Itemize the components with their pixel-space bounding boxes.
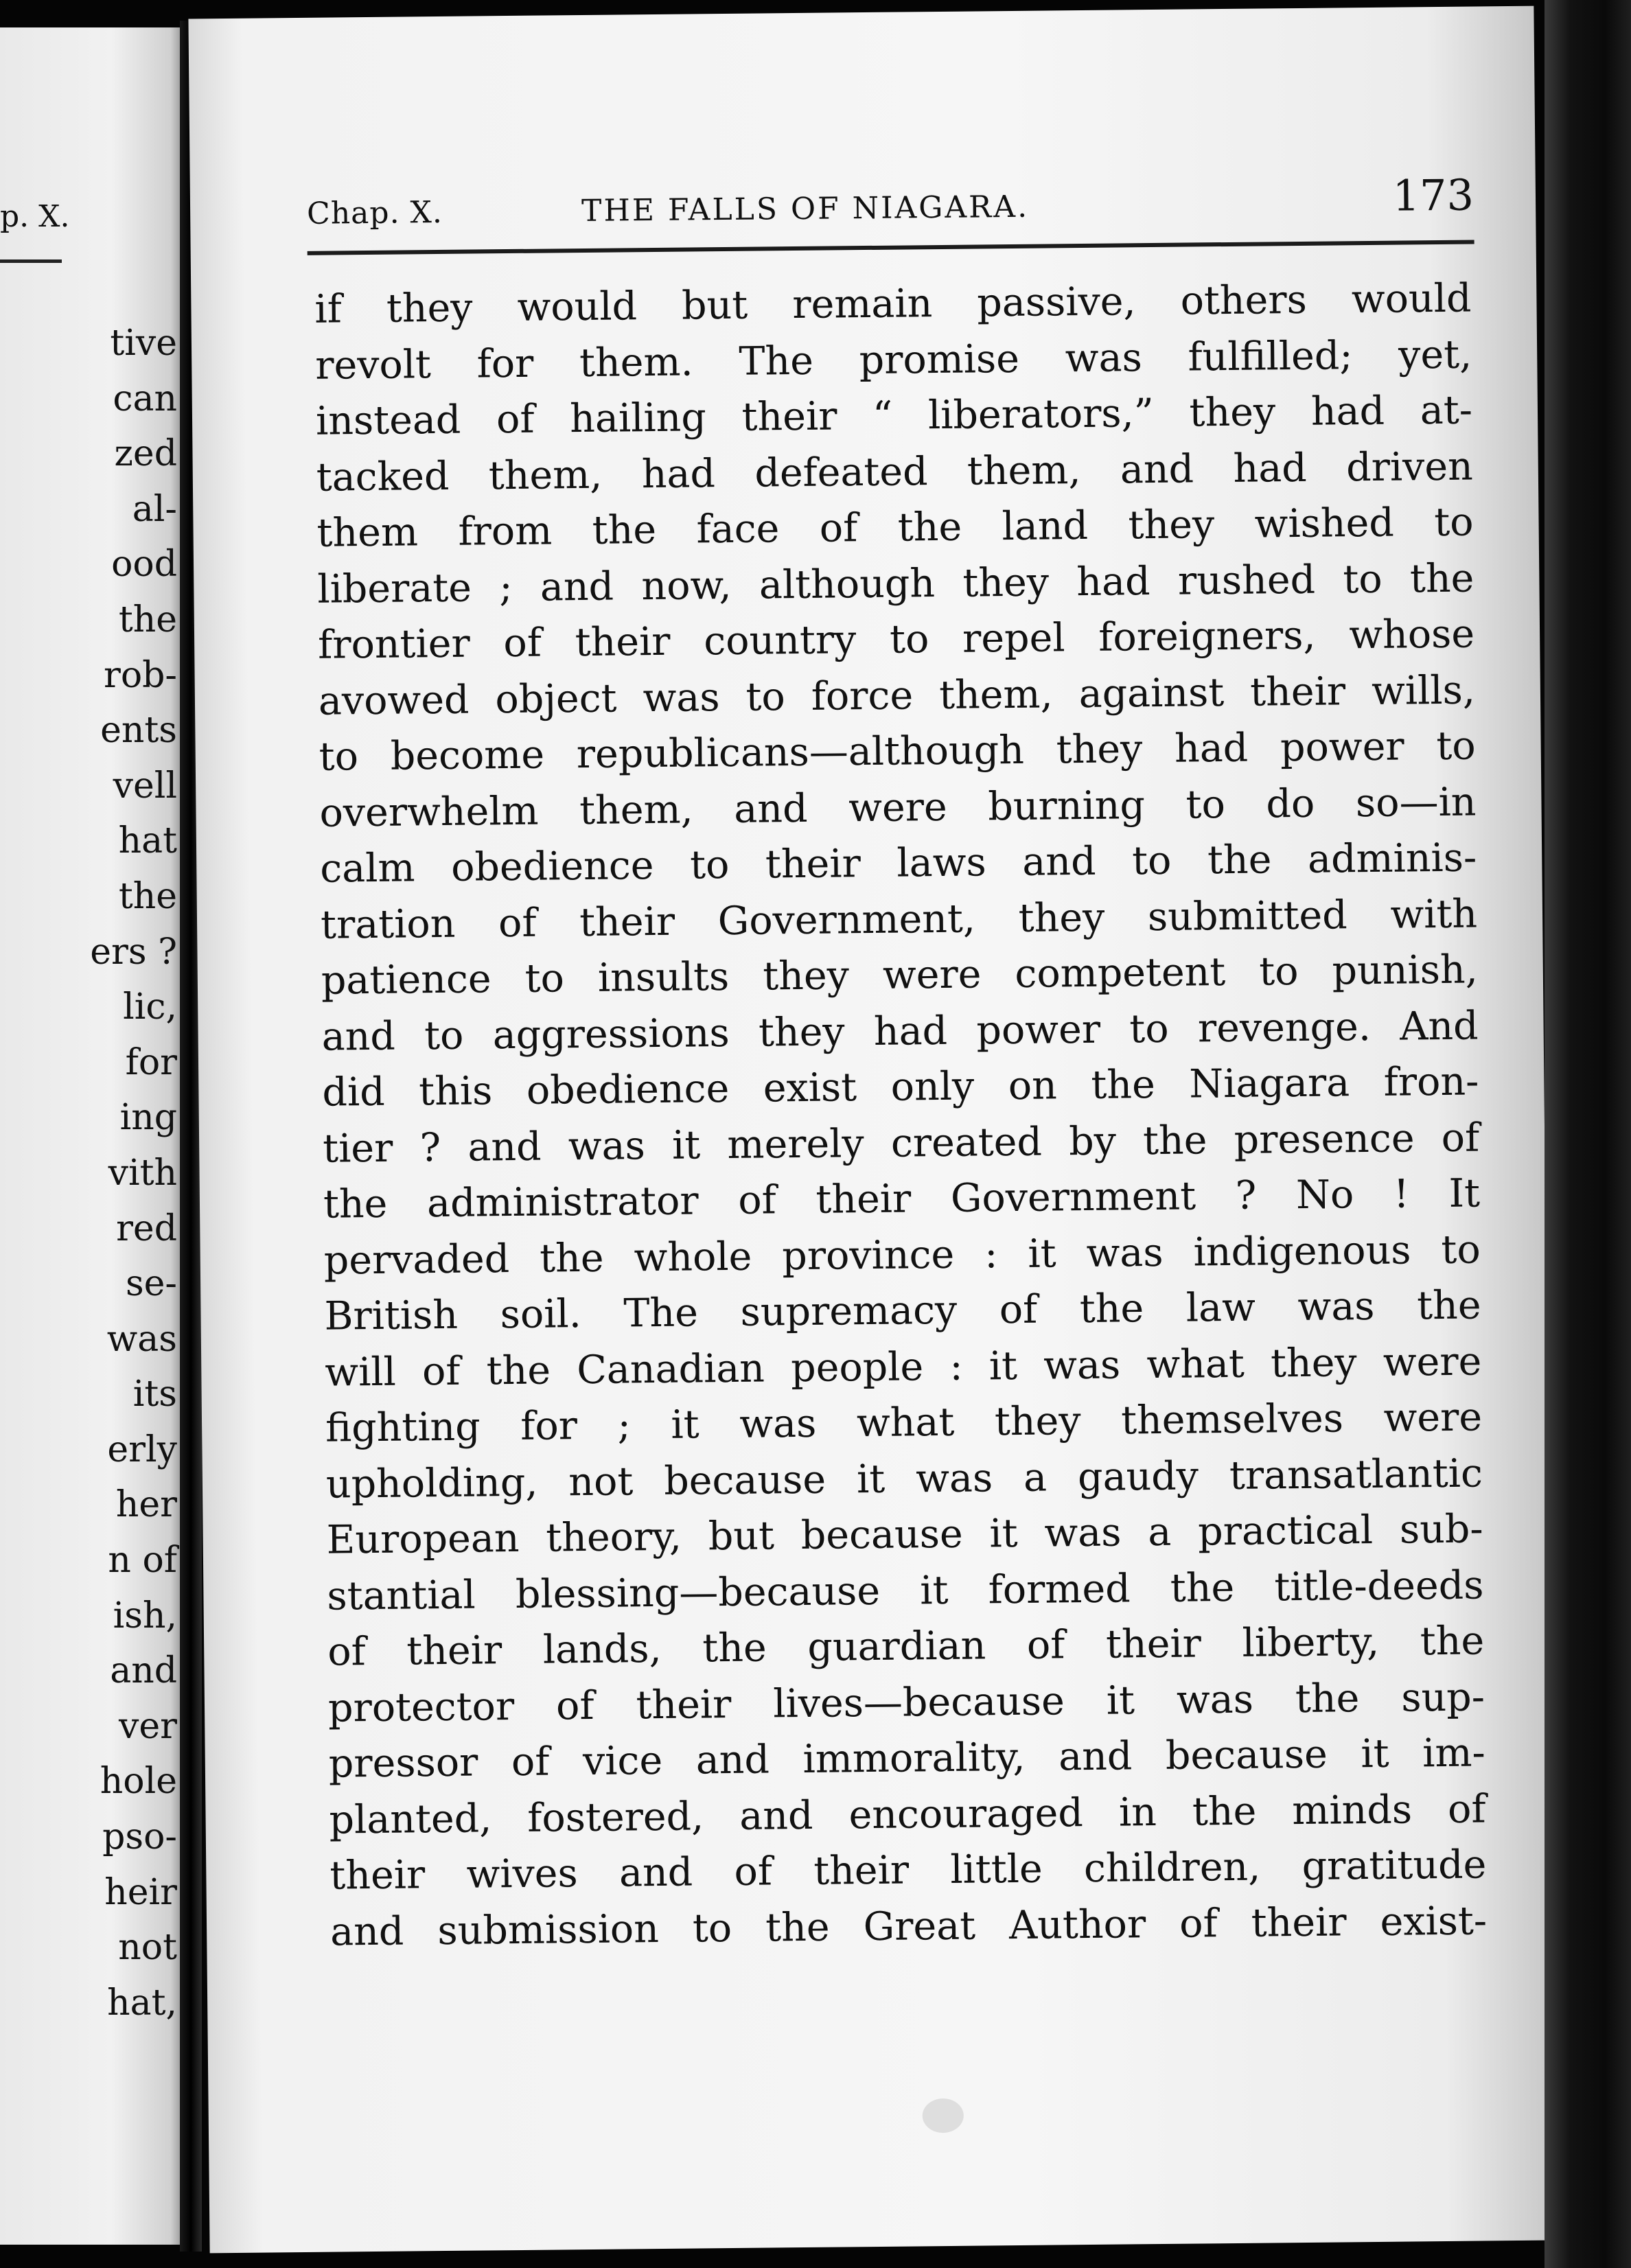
text-line: patience to insults they were competent to punish,: [321, 947, 1479, 1004]
left-line: rob-: [103, 654, 177, 696]
text-line: upholding, not because it was a gaudy transatlantic: [325, 1450, 1483, 1507]
text-line: frontier of their country to repel foreigners, whose: [317, 611, 1475, 668]
left-line: hole: [100, 1761, 177, 1803]
left-line: ood: [111, 544, 177, 586]
paper-smudge: [923, 2098, 964, 2133]
left-line: red: [116, 1207, 177, 1249]
chapter-label: Chap. X.: [306, 194, 443, 231]
left-line: tive: [110, 323, 177, 364]
left-running-header: p. X.: [0, 199, 70, 234]
left-line: ver: [118, 1705, 177, 1747]
text-line: European theory, but because it was a practical sub-: [326, 1506, 1483, 1563]
left-line: vith: [108, 1152, 177, 1194]
left-line: lic,: [123, 986, 177, 1028]
text-line: fighting for ; it was what they themselves were: [325, 1394, 1483, 1451]
left-line: ers ?: [90, 931, 177, 973]
left-line: can: [113, 378, 177, 419]
left-line: al-: [132, 488, 177, 530]
text-line: calm obedience to their laws and to the adminis-: [320, 835, 1477, 892]
header-rule: [308, 240, 1474, 255]
text-line: planted, fostered, and encouraged in the minds of: [329, 1785, 1486, 1843]
text-line: overwhelm them, and were burning to do so—in: [319, 779, 1477, 836]
text-line: tier ? and was it merely created by the presence of: [322, 1115, 1480, 1172]
text-line: protector of their lives—because it was the sup-: [327, 1674, 1485, 1731]
left-line: was: [106, 1318, 177, 1360]
left-line: her: [115, 1484, 177, 1526]
left-page-fragment: [0, 27, 185, 2245]
text-line: did this obedience exist only on the Niagara fron-: [322, 1058, 1479, 1115]
left-header-rule: [0, 259, 62, 263]
text-line: of their lands, the guardian of their liberty, the: [327, 1618, 1485, 1675]
left-line: erly: [107, 1428, 177, 1470]
left-line: se-: [125, 1263, 177, 1305]
text-line: liberate ; and now, although they had rushed to the: [317, 555, 1474, 612]
running-header: [307, 165, 1474, 238]
left-line: the: [118, 599, 177, 640]
page-number: 173: [1392, 170, 1474, 221]
left-line: not: [118, 1927, 177, 1969]
text-line: pressor of vice and immorality, and because it im-: [328, 1730, 1486, 1787]
body-text: [314, 271, 1487, 1960]
left-line: ish,: [113, 1595, 177, 1636]
left-line: pso-: [102, 1816, 177, 1858]
left-line: the: [118, 875, 177, 917]
left-line: for: [125, 1041, 177, 1083]
text-line: if they would but remain passive, others would: [314, 275, 1472, 332]
left-line: ing: [119, 1097, 177, 1139]
text-line: pervaded the whole province : it was indigenous to: [323, 1226, 1481, 1284]
text-line: revolt for them. The promise was fulfilled; yet,: [314, 332, 1472, 389]
left-line: hat: [118, 820, 177, 862]
text-line: will of the Canadian people : it was what they were: [325, 1338, 1482, 1396]
text-line: instead of hailing their “ liberators,” they had at-: [315, 387, 1473, 444]
text-line: to become republicans—although they had power to: [319, 723, 1476, 780]
text-line: and submission to the Great Author of their exist-: [329, 1897, 1488, 1955]
text-line: tration of their Government, they submitted with: [320, 891, 1478, 948]
book-fore-edge: [1545, 0, 1631, 2268]
left-line: its: [132, 1374, 177, 1415]
left-line: vell: [113, 765, 177, 807]
text-line: them from the face of the land they wished to: [316, 499, 1474, 556]
text-line: British soil. The supremacy of the law was the: [324, 1282, 1481, 1339]
page: [188, 6, 1555, 2254]
left-line: and: [110, 1650, 177, 1692]
left-line: ents: [100, 710, 177, 752]
text-line: avowed object was to force them, against their wills,: [318, 667, 1476, 724]
text-line: tacked them, had defeated them, and had driven: [316, 443, 1474, 500]
running-title: THE FALLS OF NIAGARA.: [581, 189, 1030, 229]
left-page-line-endings: [90, 316, 177, 2030]
text-line: their wives and of their little children, gratitude: [329, 1842, 1487, 1899]
text-line: stantial blessing—because it formed the title-deeds: [327, 1562, 1484, 1619]
left-line: hat,: [107, 1982, 177, 2024]
left-line: n of: [108, 1540, 177, 1582]
left-line: heir: [104, 1871, 177, 1913]
text-line: and to aggressions they had power to revenge. And: [321, 1003, 1479, 1060]
left-line: zed: [114, 433, 177, 475]
text-line: the administrator of their Government ? No ! It: [323, 1170, 1481, 1227]
